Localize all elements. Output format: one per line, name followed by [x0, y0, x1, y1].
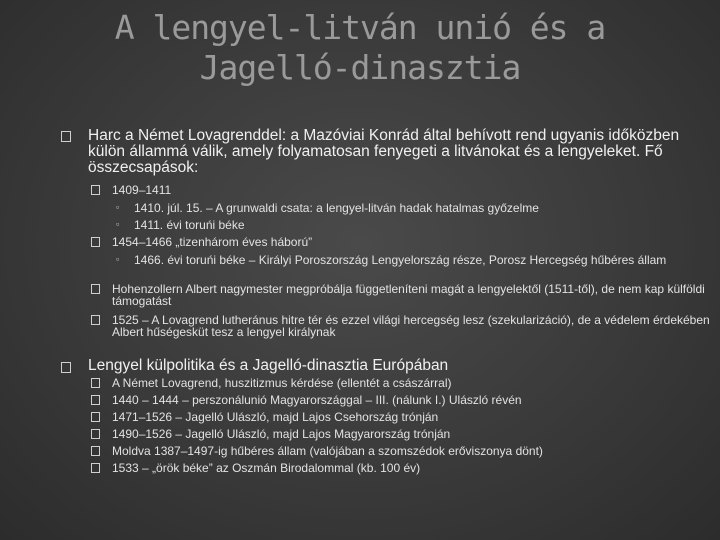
item-1533: 1533 – „örök béke” az Oszmán Birodalommal (kb. 100 év) [112, 461, 421, 475]
bullet-square-icon [61, 362, 71, 373]
item-1454-1466: 1454–1466 „tizenhárom éves háború” [112, 235, 313, 249]
item-1409-1411: 1409–1411 [112, 183, 172, 197]
bullet-square-icon [91, 395, 100, 405]
sub-bullet-icon: ▫ [116, 219, 120, 229]
bullet-square-icon [91, 446, 100, 456]
item-moldva: Moldva 1387–1497-ig hűbéres állam (valójában a szomszédok erőviszonya dönt) [112, 444, 543, 458]
bullet-square-icon [91, 378, 100, 388]
bullet-square-icon [91, 463, 100, 473]
sub-bullet-icon: ▫ [116, 202, 120, 212]
bullet-square-icon [61, 131, 71, 142]
subitem-torun-1466: 1466. évi toruńi béke – Királyi Poroszország Lengyelország része, Porosz Hercegség hűbéres állam [134, 253, 667, 267]
subitem-torun-1411: 1411. évi toruńi béke [134, 218, 245, 232]
bullet-square-icon [91, 315, 100, 325]
item-hohenzollern: Hohenzollern Albert nagymester megpróbálja függetleníteni magát a lengyelektől (1511-től), de nem kap külföldi támogatást [112, 282, 705, 308]
sub-bullet-icon: ▫ [116, 254, 120, 264]
bullet-square-icon [91, 237, 100, 247]
item-1525: 1525 – A Lovagrend lutheránus hitre tér és ezzel világi hercegség lesz (szekularizáció), de a védelem érdekében Albert hűségesküt tesz a lengyel királynak [112, 313, 710, 339]
bullet-square-icon [91, 185, 100, 195]
slide-title: A lengyel-litván unió és a Jagelló-dinasztia [114, 8, 606, 87]
item-1471-1526: 1471–1526 – Jagelló Ulászló, majd Lajos Csehország trónján [112, 410, 439, 424]
section-2-text: Lengyel külpolitika és a Jagelló-dinasztia Európában [88, 357, 449, 374]
subitem-grunwald: 1410. júl. 15. – A grunwaldi csata: a lengyel-litván hadak hatalmas győzelme [134, 201, 539, 215]
bullet-square-icon [91, 284, 100, 294]
item-1440-1444: 1440 – 1444 – perszonálunió Magyarországgal – III. (nálunk I.) Ulászló révén [112, 393, 522, 407]
section-1-text: Harc a Német Lovagrenddel: a Mazóviai Konrád által behívott rend ugyanis időközben külön állammá válik, amely folyamatosan fenyegeti a litvánokat és a lengyeleket. Fő összecsapások: [88, 127, 680, 176]
bullet-square-icon [91, 412, 100, 422]
bullet-square-icon [91, 429, 100, 439]
item-1490-1526: 1490–1526 – Jagelló Ulászló, majd Lajos Magyarország trónján [112, 427, 451, 441]
item-nemet-lovagrend: A Német Lovagrend, huszitizmus kérdése (ellentét a császárral) [112, 376, 452, 390]
